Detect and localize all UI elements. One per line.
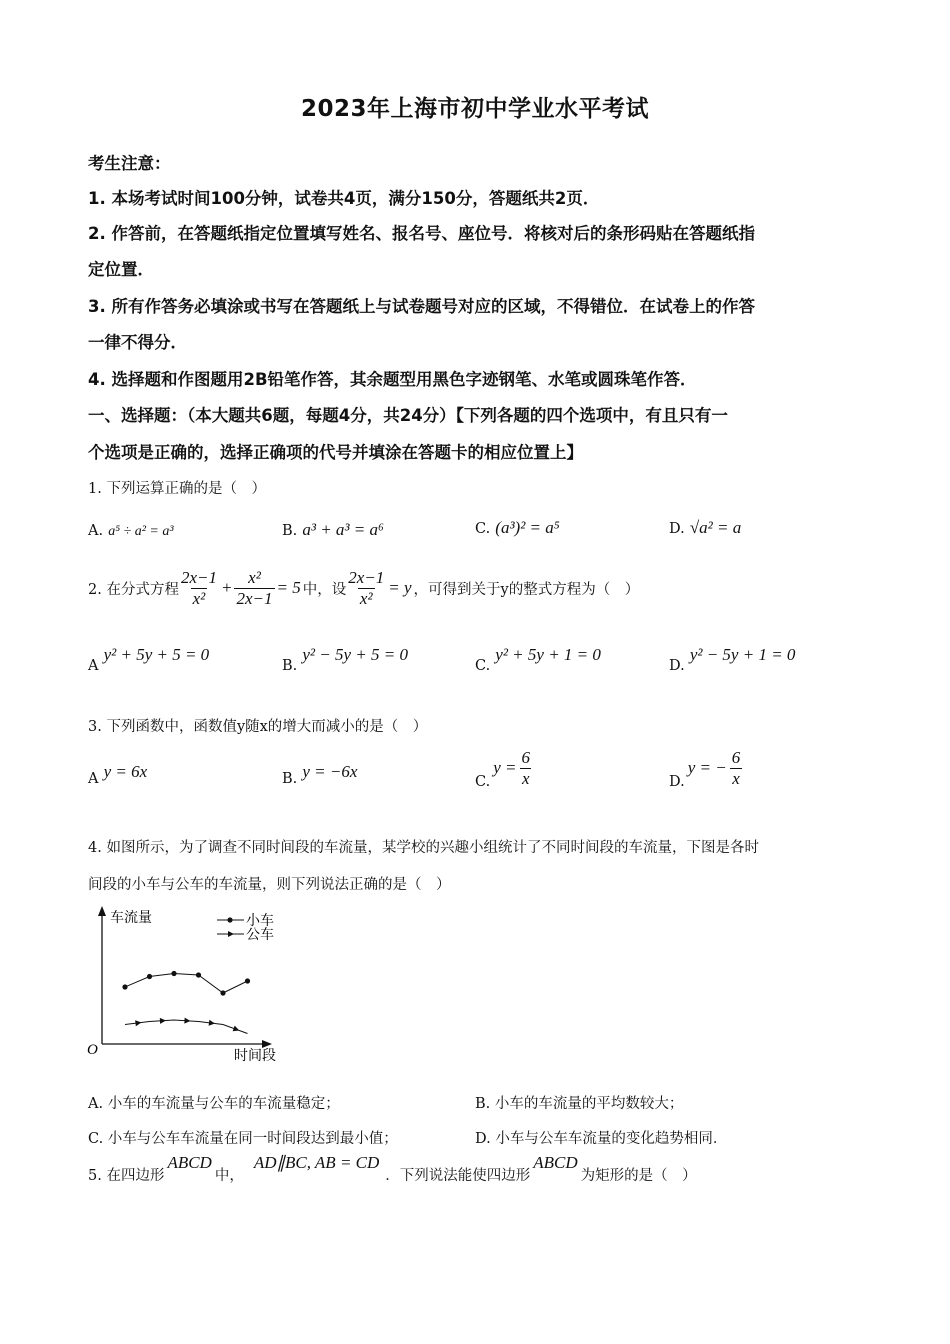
q2-expr-c: y² + 5y + 1 = 0 [495,645,601,664]
q5-quad-name: ABCD [167,1153,212,1172]
q3-option-c[interactable] [475,748,532,791]
q5-quad-name-2: ABCD [533,1153,578,1172]
q2-expr-d: y² − 5y + 1 = 0 [689,645,796,664]
q3-fraction-c-num: 6 [521,748,530,767]
q5-stem-mid: 中， [214,1168,244,1184]
q3-label-b: B. [282,771,298,787]
notice-heading: 考生注意： [88,154,171,173]
exam-title: 2023年上海市初中学业水平考试 [300,96,649,122]
q2-option-c[interactable] [475,645,601,675]
q2-plus: + [220,578,233,598]
q2-fraction-3 [346,568,386,608]
q3-stem: 3. 下列函数中，函数值y随x的增大而减小的是（ ） [88,719,428,735]
q2-label-d: D. [669,658,685,674]
q2-fraction-2-den: 2x−1 [236,588,273,608]
q1-label-a: A. [88,523,104,539]
q1-expr-d: √a² = a [689,518,742,537]
q3-expr-c-lhs: y = [493,758,517,778]
notice-item-2: 2. 作答前，在答题纸指定位置填写姓名、报名号、座位号．将核对后的条形码贴在答题纸指 [88,224,755,243]
q3-expr-d-lhs: y = − [687,758,727,778]
q3-option-b[interactable] [282,762,358,788]
bus-point-3 [184,1018,190,1024]
q2-fraction-1-num: 2x−1 [180,568,217,587]
q1-option-c[interactable] [475,518,560,538]
q2-stem-pre: 2. 在分式方程 [88,581,179,598]
origin-label: O [87,1042,98,1058]
q2-option-d[interactable] [669,645,796,675]
q4-option-d[interactable]: D. 小车与公车车流量的变化趋势相同． [475,1131,728,1147]
q3-option-a[interactable] [88,762,148,788]
q4-option-a[interactable]: A. 小车的车流量与公车的车流量稳定； [88,1096,340,1112]
q3-label-d: D. [669,774,685,791]
q2-stem-mid: 中，设 [302,581,347,598]
q2-stem-post: ，可得到关于y的整式方程为（ ） [413,581,640,598]
q1-option-a[interactable] [88,520,174,540]
notice-item-3-cont: 一律不得分． [88,333,187,352]
q1-label-c: C. [475,521,491,537]
q2-label-c: C. [475,658,491,674]
q3-label-a: A [88,771,99,787]
q1-expr-c: (a³)² = a⁵ [495,518,560,537]
q2-equals-y: = y [388,578,412,598]
car-point-1 [122,984,127,989]
q5-stem-post: ．下列说法能使四边形 [385,1168,531,1184]
q2-stem [88,568,639,608]
q5-stem-end: 为矩形的是（ ） [580,1168,697,1184]
q1-stem: 1. 下列运算正确的是（ ） [88,481,266,497]
q4-stem-cont: 间段的小车与公车的车流量，则下列说法正确的是（ ） [88,877,451,893]
q2-option-b[interactable] [282,645,408,675]
car-point-3 [171,971,176,976]
q2-label-a: A [88,658,99,674]
notice-item-1: 1. 本场考试时间100分钟，试卷共4页，满分150分，答题纸共2页． [88,189,600,208]
section-1-heading: 一、选择题：（本大题共6题，每题4分，共24分）【下列各题的四个选项中，有且只有一 [88,406,728,425]
q2-equals-5: = 5 [276,578,301,598]
notice-item-4: 4. 选择题和作图题用2B铅笔作答，其余题型用黑色字迹钢笔、水笔或圆珠笔作答． [88,370,697,389]
q3-fraction-d [730,748,743,788]
q2-label-b: B. [282,658,298,674]
q3-fraction-d-num: 6 [731,748,741,767]
q3-fraction-c [519,748,532,788]
q2-fraction-2 [234,568,274,608]
notice-item-3: 3. 所有作答务必填涂或书写在答题纸上与试卷题号对应的区域，不得错位．在试卷上的作答 [88,297,755,316]
q3-expr-a: y = 6x [103,762,148,781]
bus-point-4 [209,1020,215,1026]
q2-expr-a: y² + 5y + 5 = 0 [103,645,210,664]
x-axis-label: 时间段 [234,1048,276,1064]
y-axis-label: 车流量 [110,910,152,926]
series-line-car [125,974,248,994]
q1-expr-a: a⁵ ÷ a² = a³ [108,524,174,539]
q3-fraction-d-den: x [732,768,740,788]
q1-expr-b: a³ + a³ = a⁶ [302,520,384,539]
q3-expr-b: y = −6x [302,762,358,781]
legend-label-bus: 公车 [246,927,274,943]
bus-point-1 [135,1020,141,1026]
q3-label-c: C. [475,774,491,791]
q4-option-c[interactable]: C. 小车与公车车流量在同一时间段达到最小值； [88,1131,398,1147]
q3-option-d[interactable] [669,748,742,791]
legend-label-car: 小车 [246,913,274,929]
x-axis-arrow [262,1040,272,1048]
q3-fraction-c-den: x [521,768,530,788]
q2-option-a[interactable] [88,645,210,675]
q2-expr-b: y² − 5y + 5 = 0 [302,645,408,664]
q2-fraction-1-den: x² [192,588,206,608]
notice-item-2-cont: 定位置． [88,260,154,279]
q2-fraction-3-num: 2x−1 [348,568,385,587]
section-1-heading-cont: 个选项是正确的，选择正确项的代号并填涂在答题卡的相应位置上】 [88,443,583,462]
traffic-flow-chart [80,900,300,1070]
y-axis-arrow [98,906,106,916]
q5-condition: AD∥BC, AB = CD [253,1153,380,1172]
legend-marker-car [227,917,232,922]
q1-label-b: B. [282,523,298,539]
car-point-2 [147,974,152,979]
car-point-6 [245,978,250,983]
q2-fraction-3-den: x² [359,588,373,608]
car-point-4 [196,972,201,977]
q4-stem: 4. 如图所示，为了调查不同时间段的车流量，某学校的兴趣小组统计了不同时间段的车流量，下图是各时 [88,840,759,856]
q2-fraction-1 [179,568,219,608]
q1-option-b[interactable] [282,520,384,540]
q5-stem [88,1153,697,1184]
q2-fraction-2-num: x² [248,568,261,587]
legend-marker-bus [228,931,234,937]
q5-stem-pre: 5. 在四边形 [88,1168,165,1184]
q1-label-d: D. [669,521,685,537]
q4-option-b[interactable]: B. 小车的车流量的平均数较大； [475,1096,684,1112]
bus-point-2 [160,1018,166,1024]
q1-option-d[interactable] [669,518,741,538]
car-point-5 [220,990,225,995]
